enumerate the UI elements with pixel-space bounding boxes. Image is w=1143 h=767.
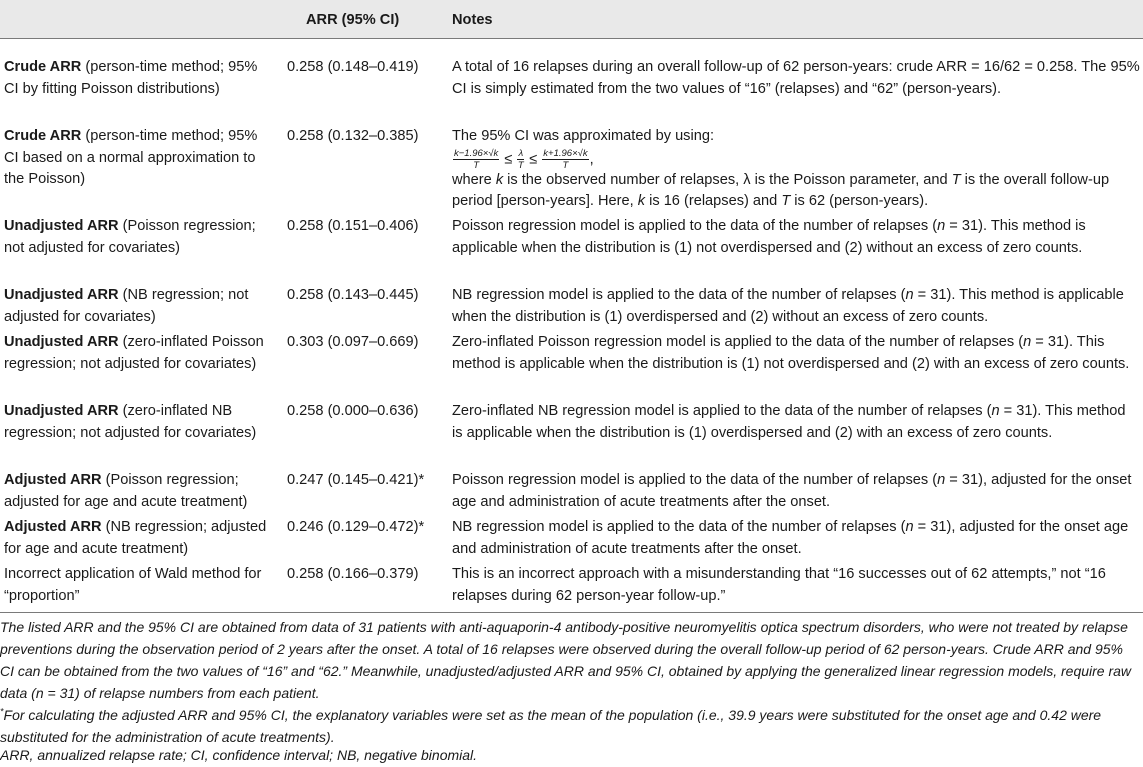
notes-cell: A total of 16 relapses during an overall follow-up of 62 person-years: crude ARR = 16/62 = 0.258. The 95% CI is simply estimated from the two values of “16” (relapses) and “62” (person-years). [452, 59, 1140, 97]
arr-cell: 0.258 (0.151–0.406) [287, 218, 419, 234]
method-cell: Unadjusted ARR (zero-inflated Poisson regression; not adjusted for covariates) [4, 334, 264, 372]
method-cell: Unadjusted ARR (zero-inflated NB regression; not adjusted for covariates) [4, 403, 257, 441]
method-cell: Crude ARR (person-time method; 95% CI based on a normal approximation to the Poisson) [4, 128, 258, 188]
notes-cell: Zero-inflated NB regression model is applied to the data of the number of relapses (n = 31). This method is applicable when the distribution is (1) overdispersed and (2) with an excess of zero counts. [452, 403, 1126, 441]
ci-formula: $\frac{k-1.96\times√k}{T}$ ≤ $\frac{\lambda}{T}$ ≤ $\frac{k+1.96\times√k}{T}$ , [454, 147, 594, 171]
method-cell: Adjusted ARR (Poisson regression; adjusted for age and acute treatment) [4, 472, 248, 510]
method-cell: Crude ARR (person-time method; 95% CI by fitting Poisson distributions) [4, 59, 258, 97]
notes-cell: Poisson regression model is applied to the data of the number of relapses (n = 31). This method is applicable when the distribution is (1) not overdispersed and (2) without an excess of zero counts. [452, 218, 1086, 256]
arr-cell: 0.258 (0.148–0.419) [287, 59, 419, 75]
notes-cell: Zero-inflated Poisson regression model is applied to the data of the number of relapses (n = 31). This method is applicable when the distribution is (1) not overdispersed and (2) with an excess of zero counts. [452, 334, 1130, 372]
method-cell: Unadjusted ARR (Poisson regression; not adjusted for covariates) [4, 218, 256, 256]
arr-cell: 0.247 (0.145–0.421)* [287, 472, 425, 488]
arr-cell: 0.258 (0.166–0.379) [287, 566, 419, 582]
method-cell: Incorrect application of Wald method for “proportion” [4, 566, 262, 604]
notes-cell: This is an incorrect approach with a misunderstanding that “16 successes out of 62 attempts,” not “16 relapses during 62 person-year follow-up.” [452, 566, 1106, 604]
footnote-main: The listed ARR and the 95% CI are obtained from data of 31 patients with anti-aquaporin-4 antibody-positive neuromyelitis optica spectrum disorders, who were not treated by relapse preventions during the observation period of 2 years after the onset. A total of 16 relapses were observed during the overall follow-up period of 62 person-years. Crude ARR and 95% CI can be obtained from the two values of “16” and “62.” Meanwhile, unadjusted/adjusted ARR and 95% CI, obtained by applying the generalized linear regression models, require raw data (n = 31) of relapse numbers from each patient. [0, 619, 1132, 701]
arr-cell: 0.258 (0.000–0.636) [287, 403, 419, 419]
table-header [0, 0, 1143, 39]
header-notes: Notes [452, 12, 493, 28]
table-row [0, 564, 1143, 613]
footnote-abbreviations: ARR, annualized relapse rate; CI, confidence interval; NB, negative binomial. [0, 747, 478, 763]
footnote-adjusted: *For calculating the adjusted ARR and 95% CI, the explanatory variables were set as the mean of the population (i.e., 39.9 years were substituted for the onset age and 0.42 were substituted for the administration of acute treatments). [0, 706, 1102, 745]
method-cell: Adjusted ARR (NB regression; adjusted for age and acute treatment) [4, 519, 267, 557]
arr-cell: 0.246 (0.129–0.472)* [287, 519, 425, 535]
notes-cell: NB regression model is applied to the data of the number of relapses (n = 31), adjusted for the onset age and administration of acute treatments after the onset. [452, 519, 1129, 557]
method-cell: Unadjusted ARR (NB regression; not adjusted for covariates) [4, 287, 249, 325]
arr-cell: 0.258 (0.132–0.385) [287, 128, 419, 144]
arr-cell: 0.258 (0.143–0.445) [287, 287, 419, 303]
notes-cell: The 95% CI was approximated by using: $\frac{k-1.96\times√k}{T}$ ≤ $\frac{\lambda}{T}$ ≤ $\frac{k+1.96\times√k}{T}$ , where k is the observed number of relapses, λ is the Poisson parameter, and T is the overall follow-up period [person-years]. Here, k is 16 (relapses) and T is 62 (person-years). [452, 126, 1140, 213]
notes-cell: NB regression model is applied to the data of the number of relapses (n = 31). This method is applicable when the distribution is (1) overdispersed and (2) without an excess of zero counts. [452, 287, 1124, 325]
arr-cell: 0.303 (0.097–0.669) [287, 334, 419, 350]
header-arr: ARR (95% CI) [306, 12, 400, 28]
notes-cell: Poisson regression model is applied to the data of the number of relapses (n = 31), adjusted for the onset age and administration of acute treatments after the onset. [452, 472, 1132, 510]
